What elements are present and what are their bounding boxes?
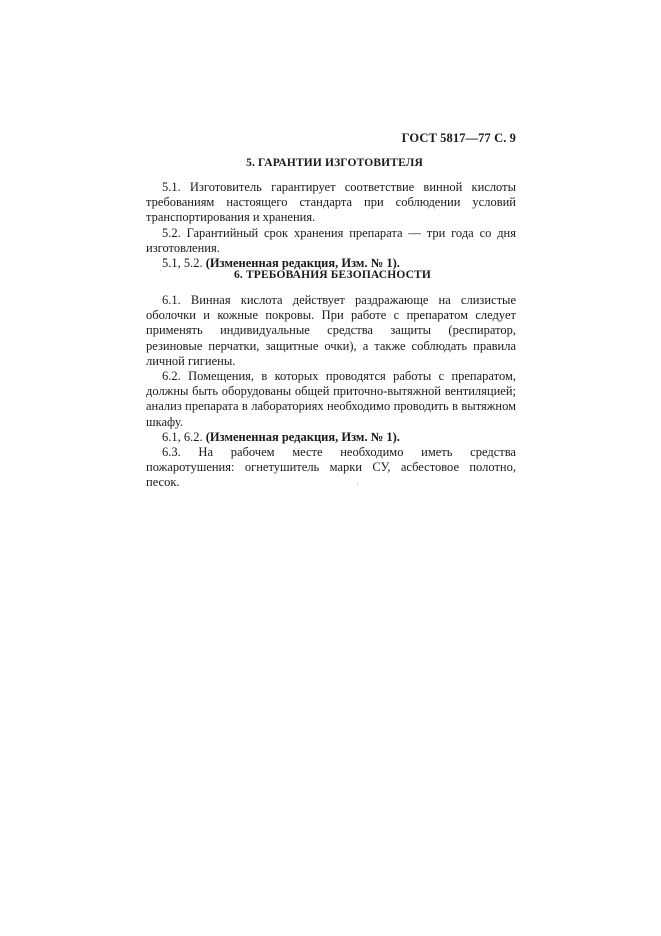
- paragraph-6-3: 6.3. На рабочем месте необходимо иметь средства пожаротушения: огнетушитель марки СУ, асбестовое полотно, песок.: [146, 445, 516, 490]
- scan-speck: [160, 270, 161, 271]
- section-5-body: [146, 180, 516, 271]
- amendment-ref-5: 5.1, 5.2.: [162, 256, 206, 271]
- section-5-heading: 5. ГАРАНТИИ ИЗГОТОВИТЕЛЯ: [246, 157, 423, 169]
- paragraph-6-1: 6.1. Винная кислота действует раздражающе на слизистые оболочки и кожные покровы. При работе с препаратом следует применять индивидуальные средства защиты (респиратор, резиновые перчатки, защитные очки), а также соблюдать правила личной гигиены.: [146, 293, 516, 368]
- paragraph-5-1: 5.1. Изготовитель гарантирует соответствие винной кислоты требованиям настоящего стандарта при соблюдении условий транспортирования и хранения.: [146, 180, 516, 225]
- section-6-heading: 6. ТРЕБОВАНИЯ БЕЗОПАСНОСТИ: [234, 269, 431, 281]
- scan-speck: [357, 484, 358, 485]
- amendment-ref-6: 6.1, 6.2.: [162, 429, 206, 444]
- running-header: ГОСТ 5817—77 С. 9: [401, 131, 516, 145]
- section-6-body: [146, 293, 516, 491]
- paragraph-5-2: 5.2. Гарантийный срок хранения препарата — три года со дня изготовления.: [146, 225, 516, 255]
- paragraph-6-2: 6.2. Помещения, в которых проводятся работы с препаратом, должны быть оборудованы общей приточно-вытяжной вентиляцией; анализ препарата в лабораториях необходимо проводить в вытяжном шкафу.: [146, 369, 516, 429]
- amendment-note-6: [146, 430, 516, 445]
- amendment-label-6: (Измененная редакция, Изм. № 1).: [205, 429, 400, 444]
- amendment-label-5: (Измененная редакция, Изм. № 1).: [205, 256, 400, 271]
